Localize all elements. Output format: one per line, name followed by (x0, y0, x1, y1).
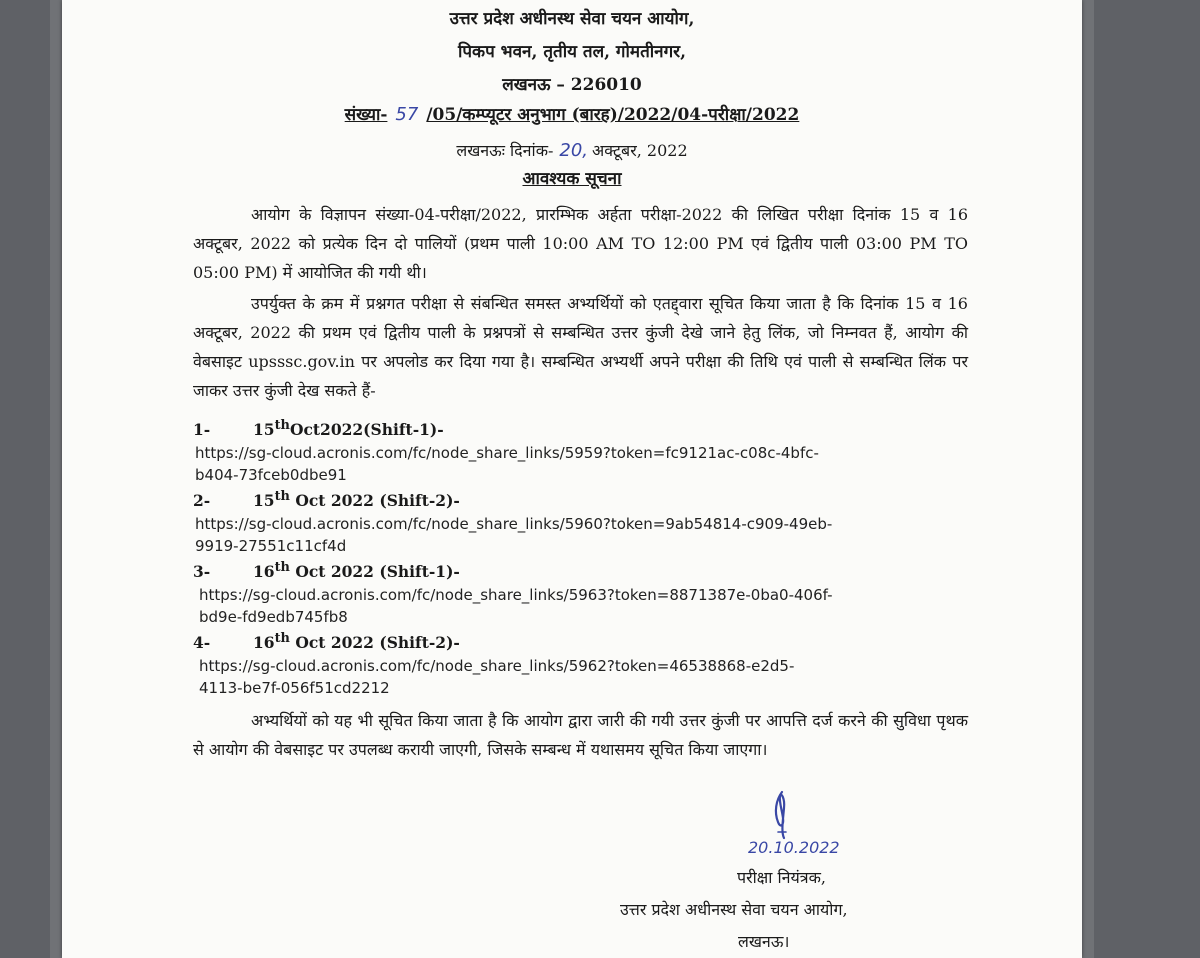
paragraph-3-text: अभ्यर्थियों को यह भी सूचित किया जाता है कि आयोग द्वारा जारी की गयी उत्तर कुंजी पर आपत्ति दर्ज करने की सुविधा पृथक से आयोग की वेबसाइट पर उपलब्ध करायी जाएगी, जिसके सम्बन्ध में यथासमय सूचित किया जाएगा। (193, 711, 968, 759)
date-day-handwritten: 20, (559, 140, 589, 161)
issue-date (62, 139, 1082, 161)
answer-key-link-1[interactable]: https://sg-cloud.acronis.com/fc/node_share_links/5959?token=fc9121ac-c08c-4bfc- b404-73fceb0dbe91 (195, 444, 819, 484)
reference-suffix: /05/कम्प्यूटर अनुभाग (बारह)/2022/04-परीक्षा/2022 (426, 105, 800, 125)
document-page (62, 0, 1082, 958)
link-item-3-label: 3- 16th Oct 2022 (Shift-1)- (193, 560, 460, 582)
header-line-3: लखनऊ – 226010 (502, 75, 642, 95)
paragraph-3 (193, 706, 968, 764)
reference-number-handwritten: 57 (395, 104, 419, 125)
paragraph-2 (193, 289, 968, 405)
header-line-1: उत्तर प्रदेश अधीनस्थ सेवा चयन आयोग, (449, 9, 695, 29)
signatory-organization: उत्तर प्रदेश अधीनस्थ सेवा चयन आयोग, (620, 900, 848, 919)
link-item-4-label: 4- 16th Oct 2022 (Shift-2)- (193, 631, 460, 653)
answer-key-link-4[interactable]: https://sg-cloud.acronis.com/fc/node_share_links/5962?token=46538868-e2d5- 4113-be7f-056f51cd2212 (199, 657, 795, 697)
date-suffix: अक्टूबर, 2022 (592, 141, 688, 160)
header-line-2: पिकप भवन, तृतीय तल, गोमतीनगर, (457, 42, 687, 62)
answer-key-link-2[interactable]: https://sg-cloud.acronis.com/fc/node_share_links/5960?token=9ab54814-c909-49eb- 9919-27551c11cf4d (195, 515, 833, 555)
reference-number (62, 102, 1082, 125)
notice-title: आवश्यक सूचना (522, 169, 622, 189)
paragraph-1-text: आयोग के विज्ञापन संख्या-04-परीक्षा/2022, प्रारम्भिक अर्हता परीक्षा-2022 की लिखित परीक्षा दिनांक 15 व 16 अक्टूबर, 2022 को प्रत्येक दिन दो पालियों (प्रथम पाली 10:00 AM TO 12:00 PM एवं द्वितीय पाली 03:00 PM TO 05:00 PM) में आयोजित की गयी थी। (193, 205, 968, 282)
paragraph-1 (193, 200, 968, 287)
date-prefix: लखनऊः दिनांक- (456, 141, 554, 160)
link-item-1-label: 1- 15thOct2022(Shift-1)- (193, 418, 444, 440)
signature-date-handwritten: 20.10.2022 (748, 838, 840, 857)
paragraph-2-text: उपर्युक्त के क्रम में प्रश्नगत परीक्षा से संबन्धित समस्त अभ्यर्थियों को एतद्द्वारा सूचित किया जाता है कि दिनांक 15 व 16 अक्टूबर, 2022 की प्रथम एवं द्वितीय पाली के प्रश्नपत्रों से सम्बन्धित उत्तर कुंजी देखे जाने हेतु लिंक, जो निम्नवत हैं, आयोग की वेबसाइट upsssc.gov.in पर अपलोड कर दिया गया है। सम्बन्धित अभ्यर्थी अपने परीक्षा की तिथि एवं पाली से सम्बन्धित लिंक पर जाकर उत्तर कुंजी देख सकते हैं- (193, 294, 968, 400)
viewer-margin-right (1082, 0, 1094, 958)
viewer-margin-left (50, 0, 62, 958)
signatory-designation: परीक्षा नियंत्रक, (737, 868, 826, 887)
link-item-2-label: 2- 15th Oct 2022 (Shift-2)- (193, 489, 460, 511)
signatory-city: लखनऊ। (738, 932, 790, 951)
reference-prefix: संख्या- (344, 105, 388, 125)
answer-key-link-3[interactable]: https://sg-cloud.acronis.com/fc/node_share_links/5963?token=8871387e-0ba0-406f- bd9e-fd9edb745fb8 (199, 586, 833, 626)
